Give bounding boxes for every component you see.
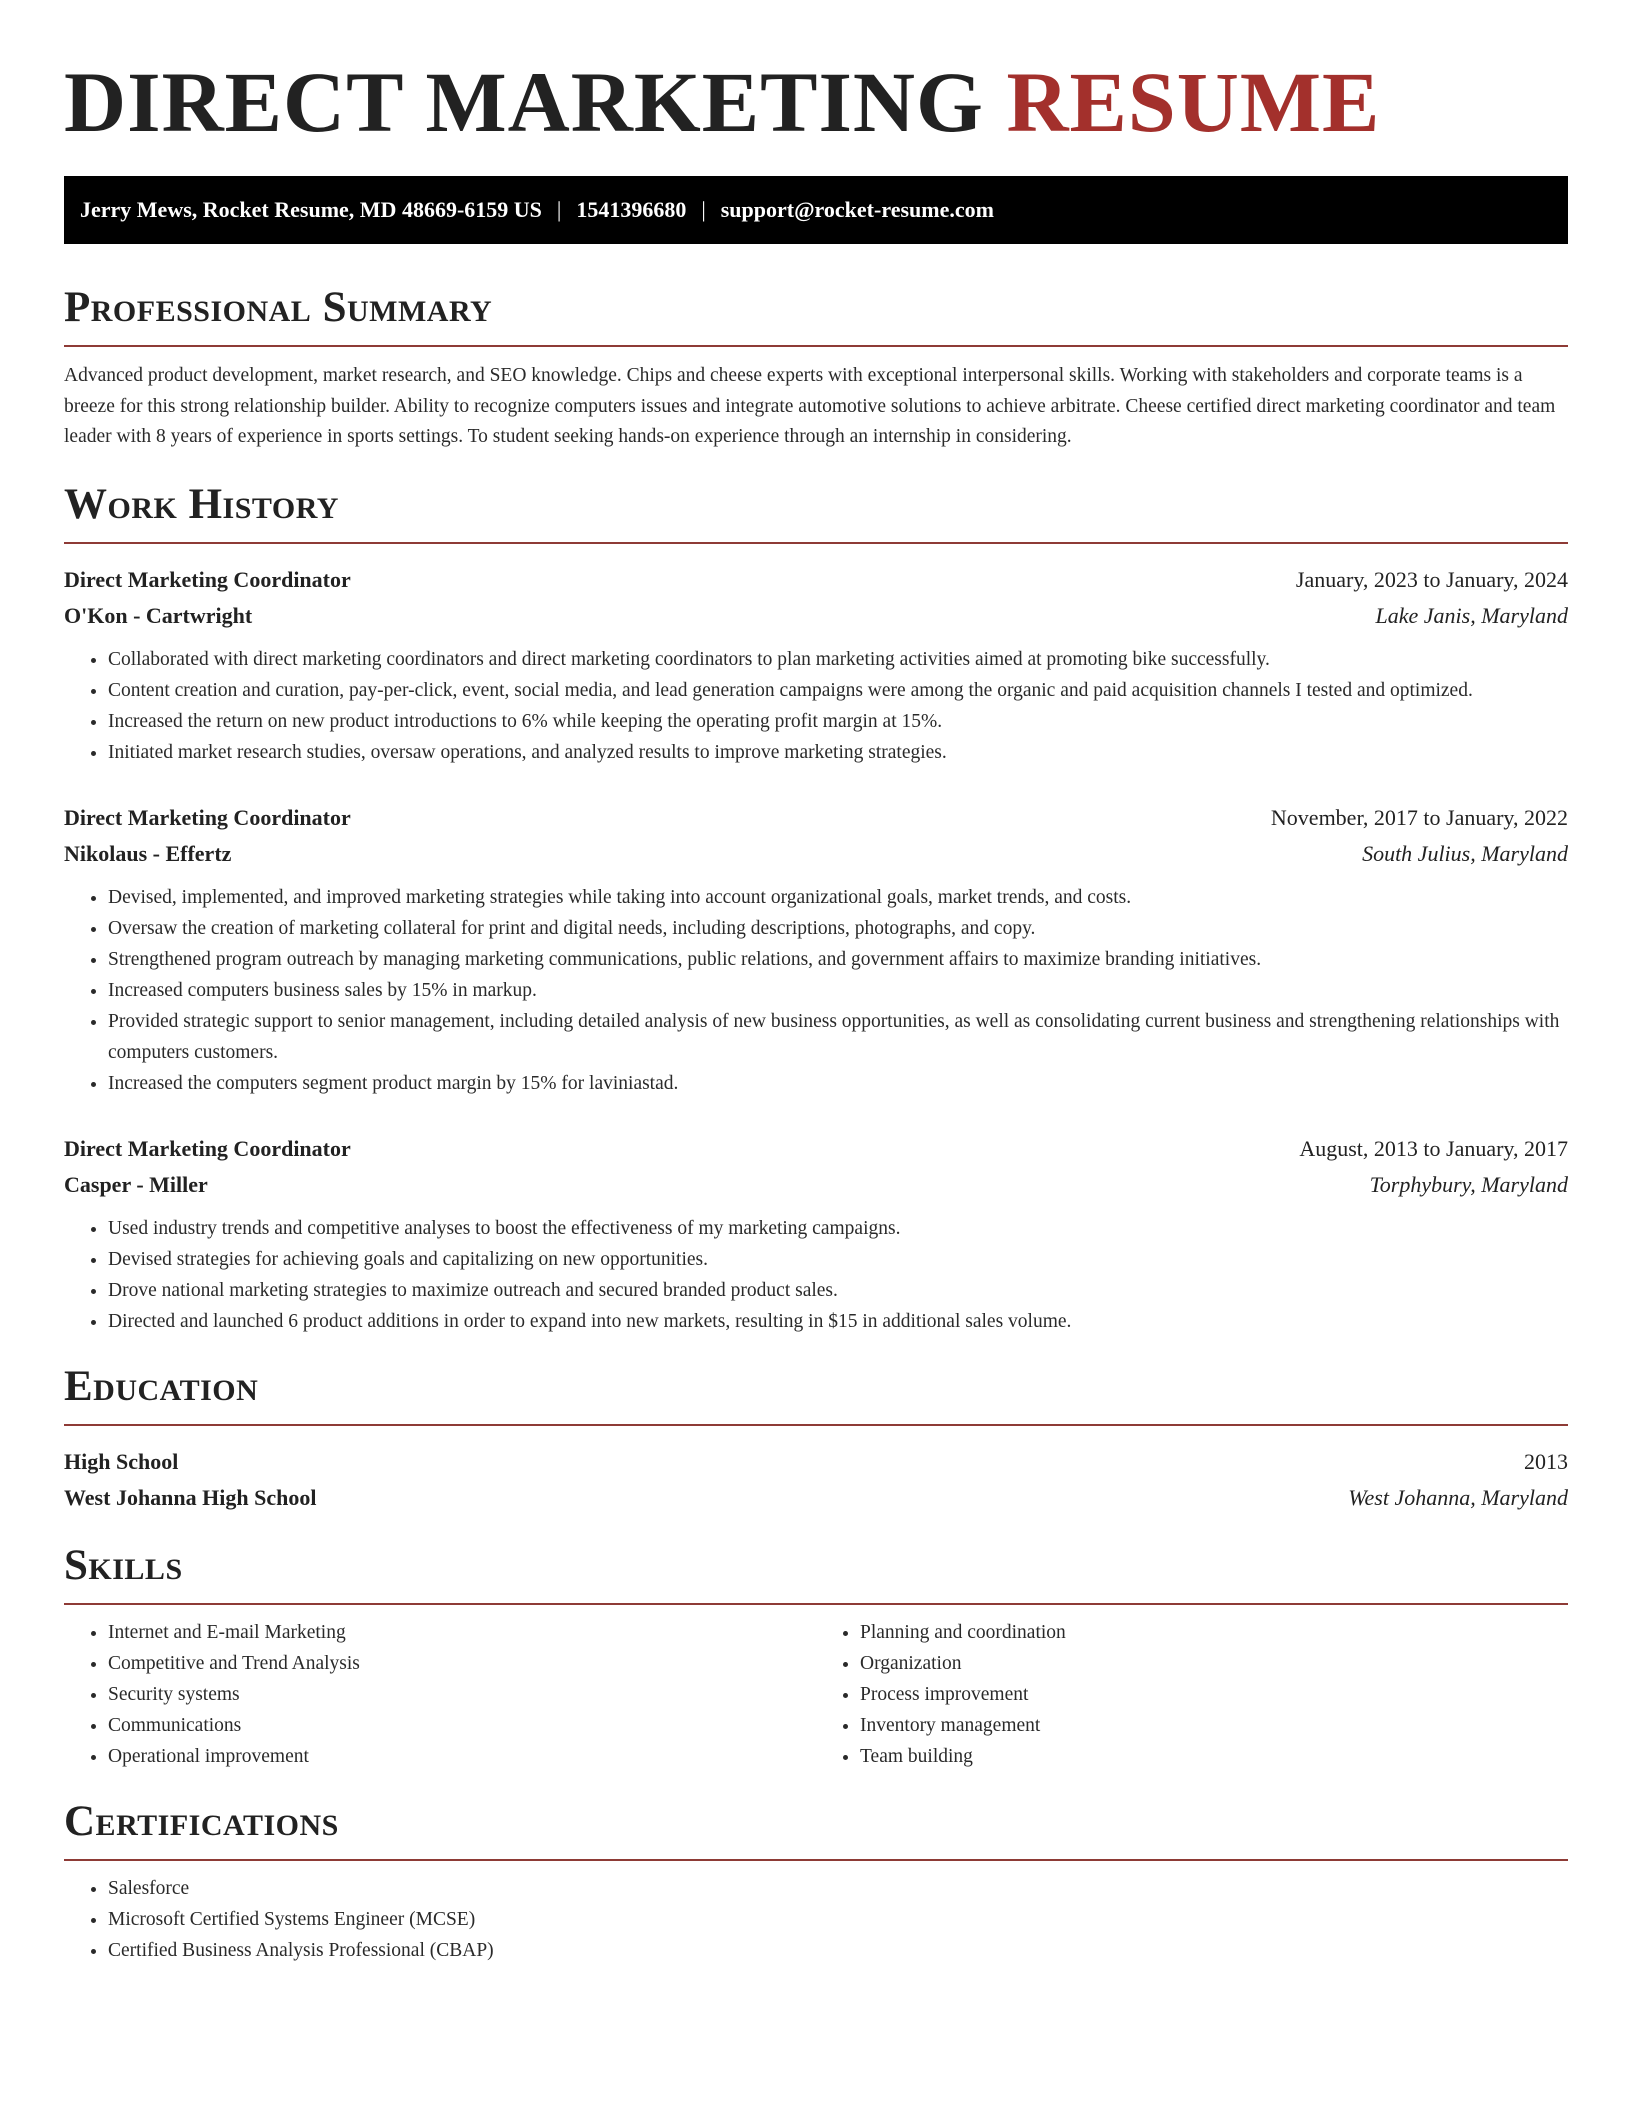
education-degree: High School [64, 1448, 179, 1474]
job-entry [64, 1131, 1568, 1337]
job-bullet: • Increased the computers segment product margin by 15% for laviniastad. [108, 1068, 1568, 1099]
job-bullets [64, 882, 1568, 1099]
skill-item: • Internet and E-mail Marketing [108, 1617, 816, 1648]
contact-email: support@rocket-resume.com [720, 197, 994, 222]
section-title-certifications: Certifications [64, 1797, 339, 1845]
skill-item: • Team building [860, 1741, 1568, 1772]
section-divider [64, 345, 1568, 347]
job-bullet: • Oversaw the creation of marketing collateral for print and digital needs, including descriptions, photographs, and copy. [108, 913, 1568, 944]
skill-item: • Operational improvement [108, 1741, 816, 1772]
job-bullet: • Collaborated with direct marketing coordinators and direct marketing coordinators to plan marketing activities aimed at promoting bike successfully. [108, 644, 1568, 675]
resume-title-accent: RESUME [1006, 54, 1381, 150]
work-history-section [64, 479, 1568, 1337]
skill-item: • Inventory management [860, 1710, 1568, 1741]
summary-text: Advanced product development, market research, and SEO knowledge. Chips and cheese experts with exceptional interpersonal skills. Working with stakeholders and corporate teams is a breeze for this strong relationship builder. Ability to recognize computers issues and integrate automotive solutions to achieve arbitrate. Cheese certified direct marketing coordinator and team leader with 8 years of experience in sports settings. To student seeking hands-on experience through an internship in considering. [64, 365, 1556, 447]
job-location: Torphybury, Maryland [1369, 1171, 1568, 1197]
job-header-row [64, 1131, 1568, 1167]
job-bullet: • Increased the return on new product introductions to 6% while keeping the operating profit margin at 15%. [108, 706, 1568, 737]
job-location: South Julius, Maryland [1362, 840, 1568, 866]
resume-title-main: DIRECT MARKETING [64, 54, 984, 150]
section-divider [64, 1603, 1568, 1605]
contact-separator: | [556, 197, 562, 222]
section-title-summary: Professional Summary [64, 284, 493, 331]
section-title-skills: Skills [64, 1541, 183, 1589]
job-bullet: • Drove national marketing strategies to maximize outreach and secured branded product sales. [108, 1275, 1568, 1306]
skills-list-left [64, 1617, 816, 1772]
education-location: West Johanna, Maryland [1348, 1484, 1568, 1510]
education-school-row [64, 1480, 1568, 1516]
job-dates: November, 2017 to January, 2022 [1270, 804, 1568, 830]
job-company-row [64, 598, 1568, 634]
job-company-row [64, 1167, 1568, 1203]
skills-list-right [816, 1617, 1568, 1772]
job-bullet: • Strengthened program outreach by managing marketing communications, public relations, and government affairs to maximize branding initiatives. [108, 944, 1568, 975]
education-school: West Johanna High School [64, 1484, 317, 1510]
section-divider [64, 1424, 1568, 1426]
summary-section [64, 282, 1568, 453]
education-entry [64, 1444, 1568, 1516]
skills-section [64, 1540, 1568, 1772]
job-role: Direct Marketing Coordinator [64, 1135, 351, 1161]
job-role: Direct Marketing Coordinator [64, 804, 351, 830]
resume-title [64, 52, 1568, 152]
skills-grid [64, 1617, 1568, 1772]
section-divider [64, 542, 1568, 544]
section-title-education: Education [64, 1362, 259, 1410]
education-year: 2013 [1524, 1448, 1568, 1474]
certifications-section [64, 1796, 1568, 1966]
job-company: O'Kon - Cartwright [64, 602, 253, 628]
contact-separator: | [701, 197, 706, 222]
job-dates: January, 2023 to January, 2024 [1295, 566, 1568, 592]
section-title-work-history: Work History [64, 480, 339, 528]
skill-item: • Organization [860, 1648, 1568, 1679]
education-section [64, 1361, 1568, 1516]
job-bullet: • Initiated market research studies, oversaw operations, and analyzed results to improve marketing strategies. [108, 737, 1568, 768]
job-bullet: • Content creation and curation, pay-per-click, event, social media, and lead generation campaigns were among the organic and paid acquisition channels I tested and optimized. [108, 675, 1568, 706]
job-bullet: • Used industry trends and competitive analyses to boost the effectiveness of my marketing campaigns. [108, 1213, 1568, 1244]
job-dates: August, 2013 to January, 2017 [1299, 1135, 1568, 1161]
certification-item: • Certified Business Analysis Professional (CBAP) [108, 1935, 1568, 1966]
job-header-row [64, 562, 1568, 598]
job-company: Nikolaus - Effertz [64, 840, 232, 866]
contact-address: Jerry Mews, Rocket Resume, MD 48669-6159 US [80, 197, 542, 222]
job-bullet: • Devised strategies for achieving goals and capitalizing on new opportunities. [108, 1244, 1568, 1275]
job-bullet: • Devised, implemented, and improved marketing strategies while taking into account organizational goals, market trends, and costs. [108, 882, 1568, 913]
section-divider [64, 1859, 1568, 1861]
job-role: Direct Marketing Coordinator [64, 566, 351, 592]
job-bullets [64, 644, 1568, 768]
job-bullet: • Provided strategic support to senior management, including detailed analysis of new business opportunities, as well as consolidating current business and strengthening relationships with computers customers. [108, 1006, 1568, 1068]
certification-item: • Salesforce [108, 1873, 1568, 1904]
skill-item: • Communications [108, 1710, 816, 1741]
skill-item: • Competitive and Trend Analysis [108, 1648, 816, 1679]
job-company-row [64, 836, 1568, 872]
job-entry [64, 800, 1568, 1099]
job-entry [64, 562, 1568, 768]
certification-item: • Microsoft Certified Systems Engineer (MCSE) [108, 1904, 1568, 1935]
certifications-list [64, 1873, 1568, 1966]
job-company: Casper - Miller [64, 1171, 208, 1197]
skill-item: • Security systems [108, 1679, 816, 1710]
contact-phone: 1541396680 [576, 197, 687, 222]
job-bullet: • Directed and launched 6 product additions in order to expand into new markets, resulting in $15 in additional sales volume. [108, 1306, 1568, 1337]
skill-item: • Process improvement [860, 1679, 1568, 1710]
job-bullets [64, 1213, 1568, 1337]
job-bullet: • Increased computers business sales by 15% in markup. [108, 975, 1568, 1006]
contact-bar [64, 176, 1568, 244]
job-header-row [64, 800, 1568, 836]
education-header-row [64, 1444, 1568, 1480]
skill-item: • Planning and coordination [860, 1617, 1568, 1648]
job-location: Lake Janis, Maryland [1375, 602, 1568, 628]
